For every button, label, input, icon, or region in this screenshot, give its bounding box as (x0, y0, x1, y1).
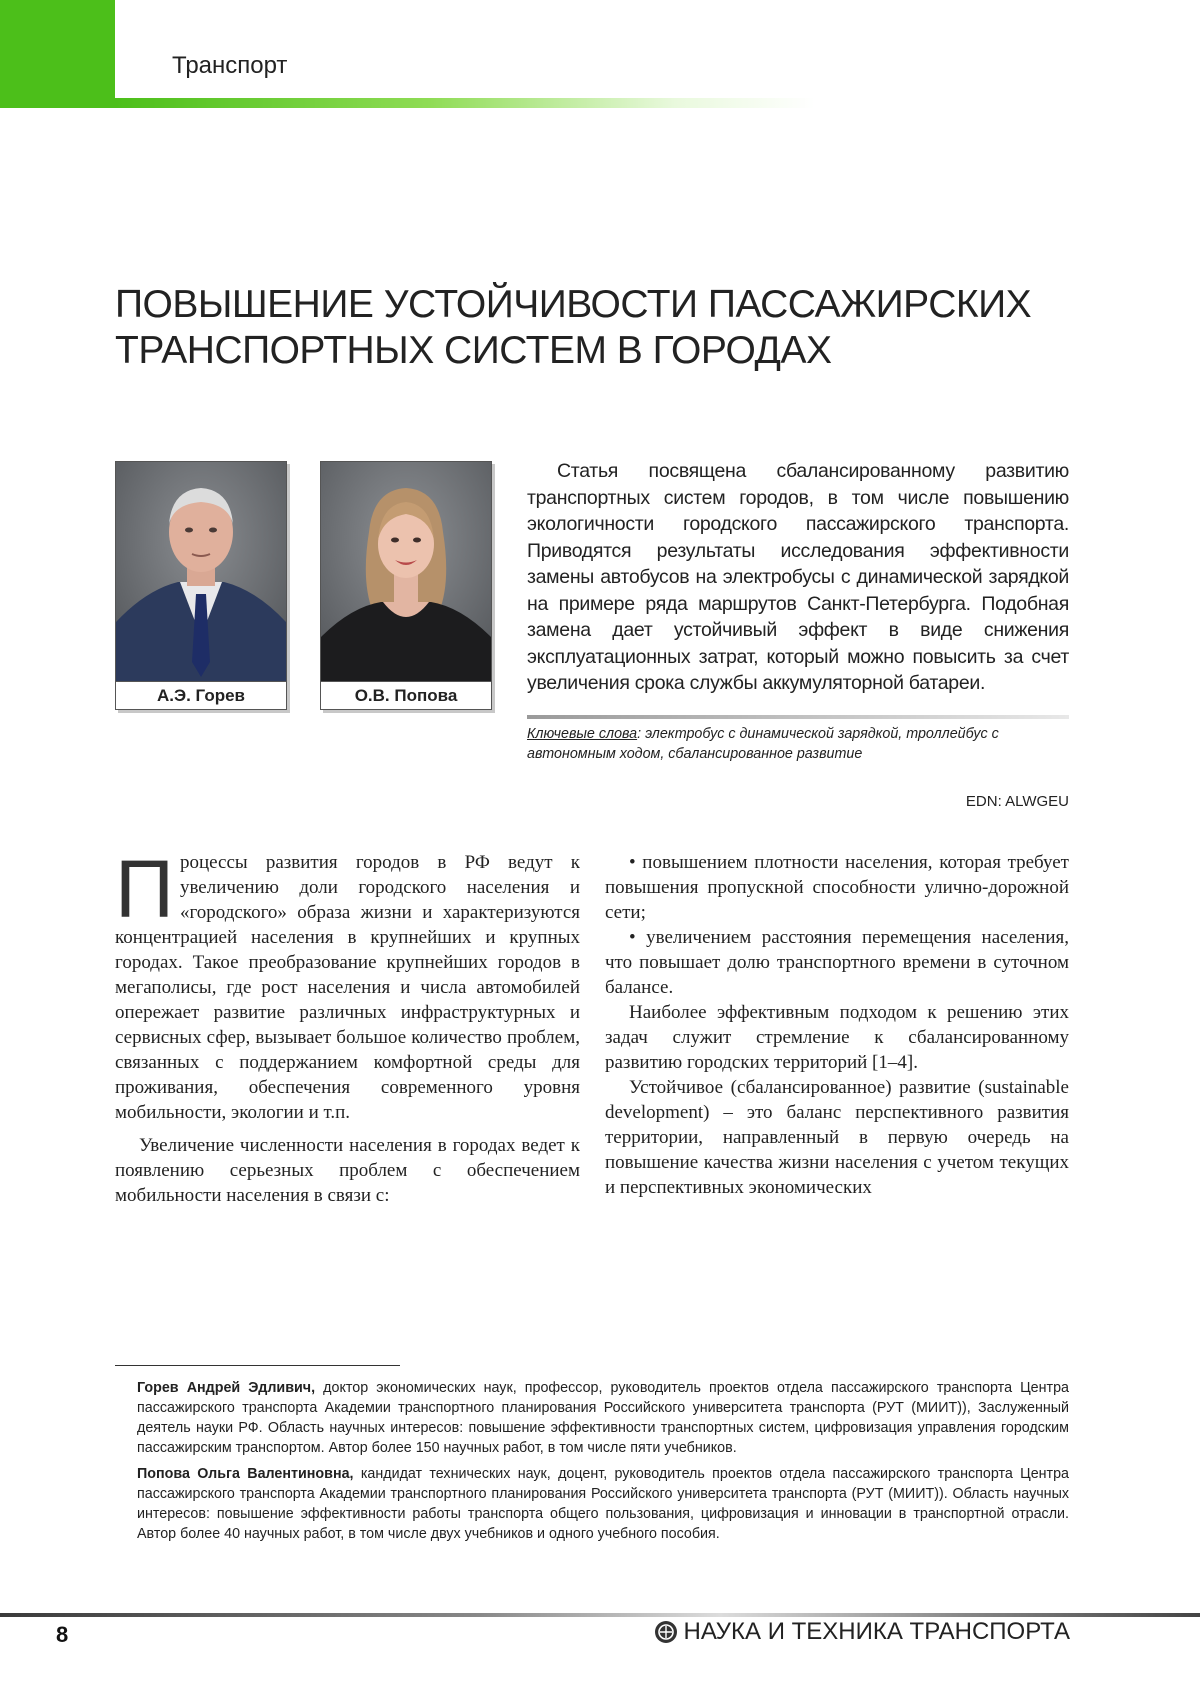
body-paragraph (115, 844, 580, 1125)
header-accent-block (0, 0, 115, 108)
page-number: 8 (56, 1622, 69, 1647)
body-paragraph: Устойчивое (сбалансированное) развитие (sustainable development) – это баланс перспективного развития территории, направленный в первую очередь на повышение качества жизни населения с учетом текущих и перспективных экономических (605, 1077, 1069, 1198)
author-card-gorev (115, 461, 287, 710)
author-photo (321, 462, 491, 682)
journal-logo-icon (654, 1620, 678, 1644)
abstract: Статья посвящена сбалансированному развитию транспортных систем городов, в том числе повышению экологичности городского пассажирского транспорта. Приводятся результаты исследования эффективности замены автобусов на электробусы с динамической зарядкой на примере ряда маршрутов Санкт-Петербурга. Подобная замена дает устойчивый эффект в виде снижения эксплуатационных затрат, который можно повысить за счет увеличения срока службы аккумуляторной батареи. (527, 460, 1069, 694)
author-name: А.Э. Горев (116, 681, 286, 709)
keywords-rule (527, 715, 1069, 719)
footer-rule (0, 1613, 1200, 1617)
footnote-text: кандидат технических наук, доцент, руководитель проектов отдела пассажирского транспорта Центра пассажирского транспорта Академии транспортного планирования Российского университета транспорта (РУТ (МИИТ)). Область научных интересов: повышение эффективности работы транспорта общего пользования, цифровизация и инновации в транспортной отрасли. Автор более 40 научных работ, в том числе двух учебников и одного учебного пособия. (137, 1466, 1069, 1542)
author-photo (116, 462, 286, 682)
author-name: О.В. Попова (321, 681, 491, 709)
footnote-rule (115, 1365, 400, 1366)
section-label: Транспорт (172, 52, 288, 79)
author-card-popova (320, 461, 492, 710)
footnote-name: Попова Ольга Валентиновна, (137, 1466, 354, 1482)
header-accent-line (115, 98, 815, 108)
body-paragraph-text: роцессы развития городов в РФ ведут к увеличению доли городского населения и «городского» образа жизни и характеризуются концентрацией населения в крупнейших и крупных городах. Такое преобразование крупнейших городов в мегаполисы, где рост населения и числа автомобилей опережает развитие различных инфраструктурных и сервисных сфер, вызывает большое количество проблем, связанных с поддержанием комфортной среды для проживания, обеспечения современного уровня мобильности, экологии и т.п. (115, 852, 580, 1123)
body-column-right (605, 850, 1069, 1200)
footnotes (137, 1378, 1069, 1550)
article-title: ПОВЫШЕНИЕ УСТОЙЧИВОСТИ ПАССАЖИРСКИХ ТРАНСПОРТНЫХ СИСТЕМ В ГОРОДАХ (115, 283, 1032, 372)
keywords-text: : электробус с динамической зарядкой, троллейбус с автономным ходом, сбалансированное развитие (527, 726, 999, 762)
body-bullet: • увеличением расстояния перемещения населения, что повышает долю транспортного времени в суточном балансе. (605, 927, 1069, 998)
footnote-author-2 (137, 1464, 1069, 1544)
footnote-name: Горев Андрей Эдливич, (137, 1380, 316, 1396)
body-paragraph: Наиболее эффективным подходом к решению этих задач служит стремление к сбалансированному развитию городских территорий [1–4]. (605, 1002, 1069, 1073)
body-paragraph: Увеличение численности населения в городах ведет к появлению серьезных проблем с обеспечением мобильности населения в связи с: (115, 1135, 580, 1206)
journal-name (654, 1618, 1070, 1646)
keywords-label: Ключевые слова (527, 726, 638, 742)
footnote-text: доктор экономических наук, профессор, руководитель проектов отдела пассажирского транспорта Центра пассажирского транспорта Академии транспортного планирования Российского университета транспорта (РУТ (МИИТ)), Заслуженный деятель науки РФ. Область научных интересов: повышение эффективности транспортных систем, цифровизация управления городским пассажирским транспортом. Автор более 150 научных работ, в том числе пяти учебников. (137, 1380, 1069, 1456)
body-column-left (115, 844, 580, 1208)
edn-code: EDN: ALWGEU (965, 793, 1069, 810)
body-bullet: • повышением плотности населения, которая требует повышения пропускной способности улично-дорожной сети; (605, 852, 1069, 923)
dropcap: П (115, 844, 174, 935)
footnote-author-1 (137, 1378, 1069, 1458)
keywords (527, 724, 1072, 764)
journal-title: НАУКА И ТЕХНИКА ТРАНСПОРТА (683, 1618, 1070, 1645)
